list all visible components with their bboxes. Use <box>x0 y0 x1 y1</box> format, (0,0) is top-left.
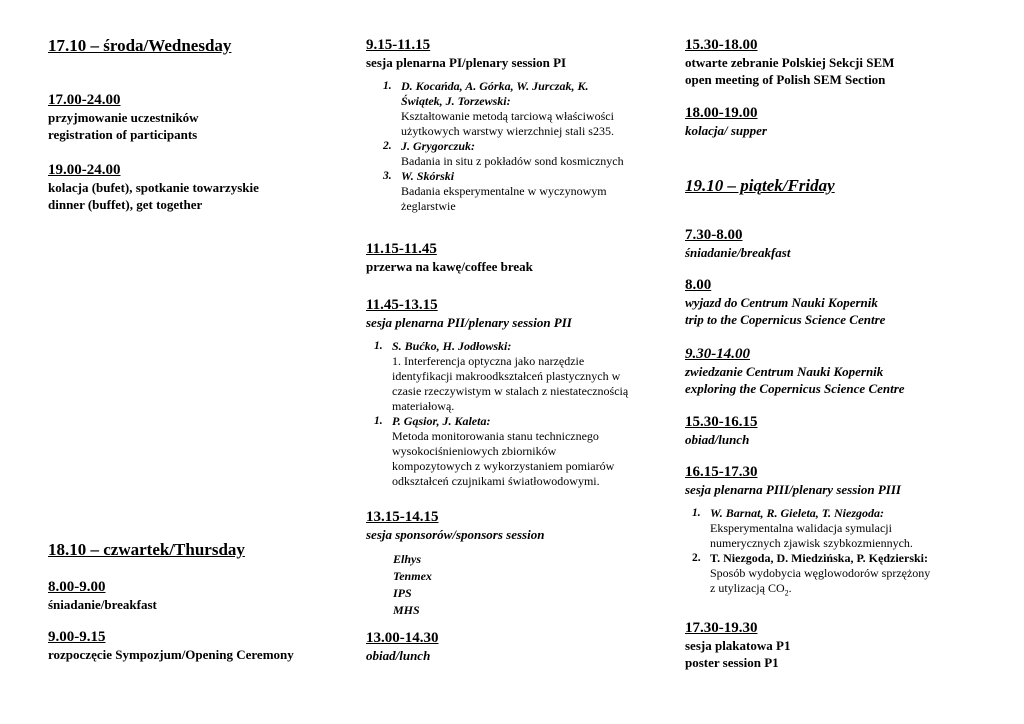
event-text-pl: przyjmowanie uczestników <box>48 110 199 125</box>
session-title-pl: sesja plakatowa P1 <box>685 638 791 653</box>
talk-title: Sposób wydobycia węglowodorów sprzężony <box>710 566 931 580</box>
session-title: sesja plenarna PIII/plenary session PIII <box>685 482 901 497</box>
event-supper <box>685 104 767 139</box>
talk-title: czasie rzeczywistym w stalach z niestatecznością <box>392 384 629 398</box>
session-time: 11.45-13.15 <box>366 297 438 313</box>
session-pii <box>366 296 572 331</box>
event-text-pl: wyjazd do Centrum Nauki Kopernik <box>685 295 878 310</box>
sponsor-name: MHS <box>393 603 420 617</box>
session-title: sesja plenarna PI/plenary session PI <box>366 55 567 70</box>
session-time: 9.15-11.15 <box>366 37 431 53</box>
event-lunch <box>366 629 439 664</box>
talk-authors: Świątek, J. Torzewski: <box>401 94 511 108</box>
session-poster <box>685 619 790 671</box>
talk-title: odkształceń czujnikami światłowodowymi. <box>392 474 600 488</box>
event-visit <box>685 345 905 397</box>
day-header-friday: 19.10 – piątek/Friday <box>685 176 835 195</box>
event-time: 9.00-9.15 <box>48 629 106 645</box>
event-time: 17.00-24.00 <box>48 92 121 108</box>
event-text-pl: zwiedzanie Centrum Nauki Kopernik <box>685 364 884 379</box>
talk-title: Kształtowanie metodą tarciową właściwości <box>401 109 614 123</box>
event-sem-meeting <box>685 36 894 88</box>
session-title: sesja plenarna PII/plenary session PII <box>366 315 572 330</box>
event-time: 13.00-14.30 <box>366 630 439 646</box>
event-coffee-break <box>366 240 533 275</box>
event-time: 15.30-16.15 <box>685 414 758 430</box>
session-time: 17.30-19.30 <box>685 620 758 636</box>
event-text-en: open meeting of Polish SEM Section <box>685 72 886 87</box>
event-text: przerwa na kawę/coffee break <box>366 259 533 274</box>
event-text: kolacja/ supper <box>685 123 767 138</box>
event-time: 7.30-8.00 <box>685 227 743 243</box>
event-time: 15.30-18.00 <box>685 37 758 53</box>
event-text-pl: kolacja (bufet), spotkanie towarzyskie <box>48 180 259 195</box>
sponsor-name: Elhys <box>393 552 422 566</box>
talk-title: Metoda monitorowania stanu technicznego <box>392 429 599 443</box>
session-pi <box>366 36 566 71</box>
event-text: obiad/lunch <box>366 648 431 663</box>
event-text: śniadanie/breakfast <box>685 245 791 260</box>
talk-title: kompozytowych z wykorzystaniem pomiarów <box>392 459 615 473</box>
list-item: 1. S. Bućko, H. Jodłowski: 1. Interferencja optyczna jako narzędzie identyfikacji makroodkształceń plastycznych w czasie rzeczywistym w stalach z niestatecznością materiałową. <box>392 339 672 414</box>
event-breakfast <box>48 578 157 613</box>
event-text-en: dinner (buffet), get together <box>48 197 203 212</box>
event-time: 8.00 <box>685 277 712 293</box>
event-text: śniadanie/breakfast <box>48 597 157 612</box>
event-text-en: trip to the Copernicus Science Centre <box>685 312 886 327</box>
event-text-en: exploring the Copernicus Science Centre <box>685 381 905 396</box>
talk-title: żeglarstwie <box>401 199 456 213</box>
event-time: 19.00-24.00 <box>48 162 121 178</box>
talk-title: identyfikacji makroodkształceń plastycznych w <box>392 369 621 383</box>
list-item: 2. J. Grygorczuk: Badania in situ z pokładów sond kosmicznych <box>401 139 666 169</box>
talk-title: wysokociśnieniowych zbiorników <box>392 444 557 458</box>
event-time: 9.30-14.00 <box>685 346 750 362</box>
talk-title: użytkowych warstwy wierzchniej stali s235. <box>401 124 614 138</box>
event-text: rozpoczęcie Sympozjum/Opening Ceremony <box>48 647 294 662</box>
sponsor-name: Tenmex <box>393 569 432 583</box>
sponsor-name: IPS <box>393 586 412 600</box>
session-piii <box>685 463 901 498</box>
talk-authors: P. Gąsior, J. Kaleta: <box>392 414 491 428</box>
event-text: obiad/lunch <box>685 432 750 447</box>
event-time: 8.00-9.00 <box>48 579 106 595</box>
talk-title: z utylizacją $CO_2$. <box>710 581 792 598</box>
talk-authors: W. Skórski <box>401 169 455 183</box>
talk-title: numerycznych zjawisk szybkozmiennych. <box>710 536 913 550</box>
list-item: 1. W. Barnat, R. Gieleta, T. Niezgoda: Eksperymentalna walidacja symulacji numerycznych zjawisk szybkozmiennych. <box>710 506 1000 551</box>
session-time: 16.15-17.30 <box>685 464 758 480</box>
talk-authors: D. Kocańda, A. Górka, W. Jurczak, K. <box>401 79 589 93</box>
session-title-en: poster session P1 <box>685 655 779 670</box>
day-header-thursday: 18.10 – czwartek/Thursday <box>48 540 245 559</box>
talk-title: materiałową. <box>392 399 455 413</box>
event-text-pl: otwarte zebranie Polskiej Sekcji SEM <box>685 55 895 70</box>
talk-title: Badania in situ z pokładów sond kosmicznych <box>401 154 624 168</box>
list-item: 3. W. Skórski Badania eksperymentalne w wyczynowym żeglarstwie <box>401 169 666 214</box>
talk-title: Badania eksperymentalne w wyczynowym <box>401 184 607 198</box>
talk-authors: T. Niezgoda, D. Miedzińska, P. Kędzierski: <box>710 551 928 565</box>
list-item: 2. T. Niezgoda, D. Miedzińska, P. Kędzierski: Sposób wydobycia węglowodorów sprzężony z utylizacją $CO_2$. <box>710 551 1000 600</box>
session-sponsors <box>366 508 544 543</box>
talk-title: Eksperymentalna walidacja symulacji <box>710 521 892 535</box>
session-piii-talks <box>692 506 1000 600</box>
event-time: 11.15-11.45 <box>366 241 437 257</box>
talk-authors: J. Grygorczuk: <box>401 139 475 153</box>
event-departure <box>685 276 885 328</box>
event-registration <box>48 91 199 143</box>
session-time: 13.15-14.15 <box>366 509 439 525</box>
talk-authors: W. Barnat, R. Gieleta, T. Niezgoda: <box>710 506 885 520</box>
session-pii-talks <box>374 339 672 489</box>
talk-authors: S. Bućko, H. Jodłowski: <box>392 339 512 353</box>
session-title: sesja sponsorów/sponsors session <box>366 527 545 542</box>
list-item: 1. P. Gąsior, J. Kaleta: Metoda monitorowania stanu technicznego wysokociśnieniowych zbiorników kompozytowych z wykorzystaniem pomiarów odkształceń czujnikami światłowodowymi. <box>392 414 672 489</box>
event-breakfast <box>685 226 790 261</box>
event-text-en: registration of participants <box>48 127 198 142</box>
sponsor-list <box>393 551 432 619</box>
event-opening <box>48 628 294 663</box>
list-item: 1. D. Kocańda, A. Górka, W. Jurczak, K. Świątek, J. Torzewski: Kształtowanie metodą tarciową właściwości użytkowych warstwy wierzchniej stali s235. <box>401 79 666 139</box>
event-lunch <box>685 413 758 448</box>
talk-title: 1. Interferencja optyczna jako narzędzie <box>392 354 585 368</box>
day-header-wednesday: 17.10 – środa/Wednesday <box>48 36 232 55</box>
event-time: 18.00-19.00 <box>685 105 758 121</box>
event-dinner <box>48 161 259 213</box>
session-pi-talks <box>383 79 666 214</box>
